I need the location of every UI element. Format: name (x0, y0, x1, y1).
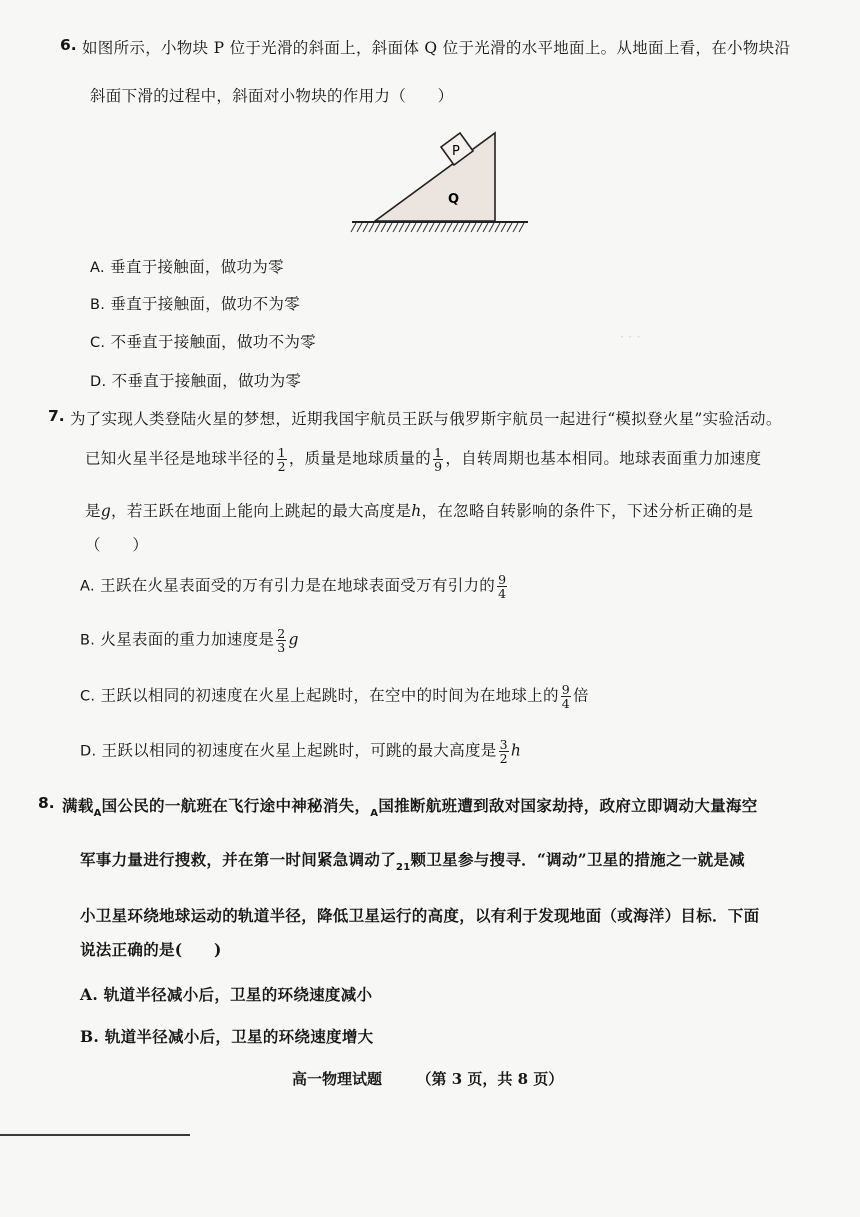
label-q: Q (448, 192, 460, 207)
question-text-line: 斜面下滑的过程中，斜面对小物块的作用力（ ） (90, 87, 454, 105)
option-b[interactable]: B. 火星表面的重力加速度是 $\frac{2}{3}$ g (80, 626, 299, 656)
option-b[interactable]: B. 轨道半径减小后，卫星的环绕速度增大 (80, 1027, 374, 1046)
question-number: 8. (38, 794, 55, 812)
option-c[interactable]: C. 王跃以相同的初速度在火星上起跳时，在空中的时间为在地球上的 $\frac{9}{4}$ 倍 (80, 682, 589, 712)
incline-figure (350, 128, 530, 238)
option-a[interactable]: A. 垂直于接触面，做功为零 (90, 258, 284, 276)
answer-bracket: （ ） (85, 536, 149, 554)
bleed-mark: · · · (620, 330, 641, 345)
option-b[interactable]: B. 垂直于接触面，做功不为零 (90, 295, 301, 313)
footer-page-number: （第 3 页，共 8 页） (416, 1070, 564, 1088)
question-text-line: 军事力量进行搜救，并在第一时间紧急调动了$_{21}$颗卫星参与搜寻．“调动”卫星的措施之一就是减 (80, 850, 745, 873)
incline-wedge-q (375, 133, 495, 221)
question-text-line: 为了实现人类登陆火星的梦想，近期我国宇航员王跃与俄罗斯宇航员一起进行“模拟登火星”实验活动。 (70, 410, 782, 428)
option-a[interactable]: A. 王跃在火星表面受的万有引力是在地球表面受万有引力的 $\frac{9}{4}$ (80, 572, 507, 602)
question-text-line: 说法正确的是( ) (80, 940, 222, 959)
question-text-line: 满载$_A$国公民的一航班在飞行途中神秘消失，$_A$国推断航班遭到敌对国家劫持，政府立即调动大量海空 (62, 796, 758, 819)
question-text-line: 已知火星半径是地球半径的 $\frac{1}{2}$ ，质量是地球质量的 $\frac{1}{9}$ ，自转周期也基本相同。地球表面重力加速度 (85, 445, 762, 475)
fraction-one-ninth: $\frac{1}{9}$ (434, 445, 443, 475)
option-d[interactable]: D. 王跃以相同的初速度在火星上起跳时，可跳的最大高度是 $\frac{3}{2}$ h (80, 737, 522, 767)
scan-edge (0, 1134, 190, 1136)
option-a[interactable]: A. 轨道半径减小后，卫星的环绕速度减小 (80, 985, 373, 1004)
option-c[interactable]: C. 不垂直于接触面，做功不为零 (90, 333, 316, 351)
footer-title: 高一物理试题 (292, 1070, 383, 1088)
question-number: 7. (48, 407, 65, 425)
label-p: P (452, 144, 460, 159)
option-d[interactable]: D. 不垂直于接触面，做功为零 (90, 372, 302, 390)
page-footer (292, 1068, 563, 1089)
question-text-line: 如图所示，小物块 P 位于光滑的斜面上，斜面体 Q 位于光滑的水平地面上。从地面上看，在小物块沿 (82, 39, 791, 57)
question-text-line: 是g，若王跃在地面上能向上跳起的最大高度是h，在忽略自转影响的条件下，下述分析正确的是 (85, 502, 754, 520)
question-text-line: 小卫星环绕地球运动的轨道半径，降低卫星运行的高度，以有利于发现地面（或海洋）目标．下面 (80, 906, 760, 925)
question-number: 6. (60, 36, 77, 54)
ground-hatching (351, 223, 524, 232)
fraction-one-half: $\frac{1}{2}$ (277, 445, 286, 475)
